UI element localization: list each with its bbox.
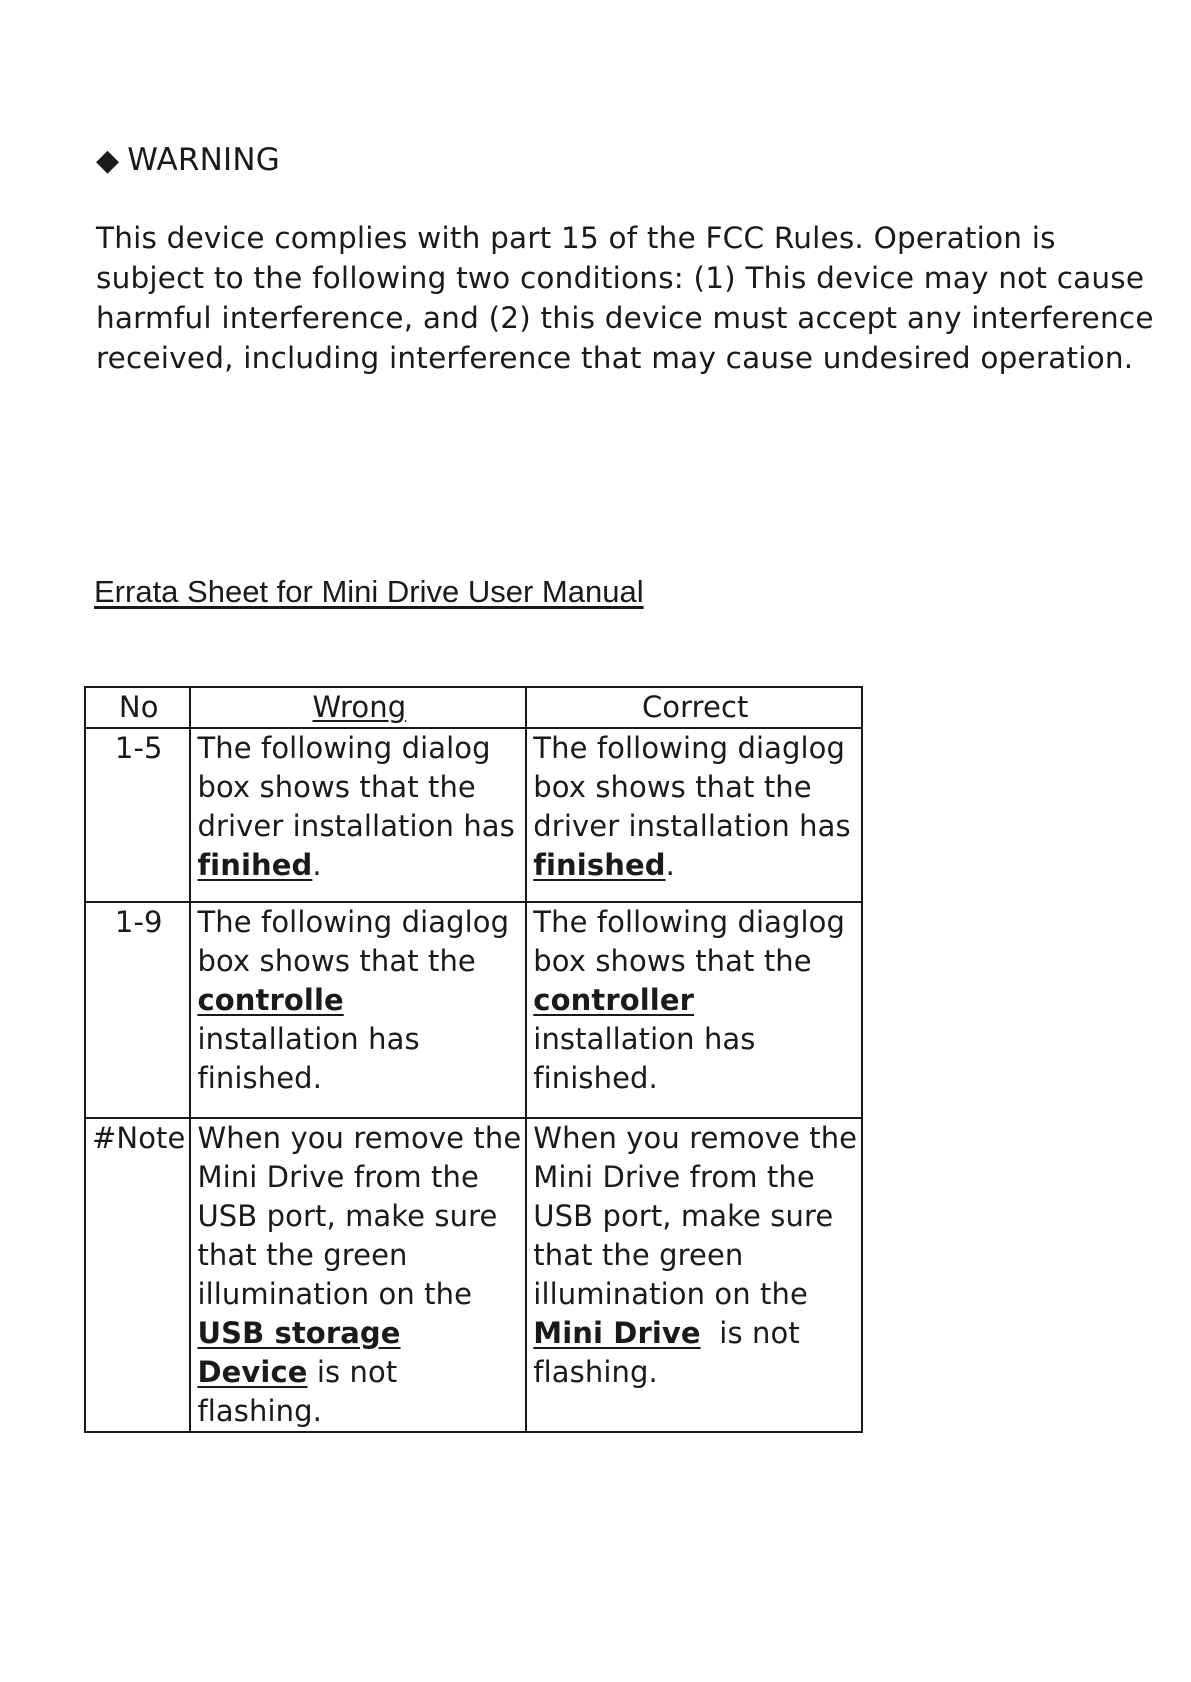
correct-cell: The following diaglog box shows that the driver installation has finished. [526,728,862,902]
highlighted-word: finished [533,848,666,882]
row-number: #Note [85,1118,190,1432]
errata-table [84,686,863,1433]
warning-paragraph [96,218,1154,378]
correct-cell: The following diaglog box shows that the controller installation has finished. [526,902,862,1118]
highlighted-word: finihed [197,848,313,882]
diamond-bullet-icon: ◆ [96,143,120,178]
header-correct: Correct [526,687,862,728]
table-row [85,728,862,902]
row-number: 1-5 [85,728,190,902]
highlighted-word: controlle [197,983,344,1017]
highlighted-word: controller [533,983,694,1017]
warning-line: This device complies with part 15 of the FCC Rules. Operation is [96,221,1056,255]
header-wrong: Wrong [190,687,526,728]
wrong-cell: The following diaglog box shows that the controlle installation has finished. [190,902,526,1118]
highlighted-word: Device [197,1355,308,1389]
header-no: No [85,687,190,728]
warning-line: subject to the following two conditions: (1) This device may not cause [96,261,1145,295]
row-number: 1-9 [85,902,190,1118]
table-row [85,1118,862,1432]
highlighted-word: Mini Drive [533,1316,701,1350]
table-header-row [85,687,862,728]
warning-line: harmful interference, and (2) this device must accept any interference [96,301,1154,335]
wrong-cell: The following dialog box shows that the driver installation has finihed. [190,728,526,902]
highlighted-word: USB storage [197,1316,401,1350]
wrong-cell: When you remove the Mini Drive from the USB port, make sure that the green illumination on the USB storage Device is not flashing. [190,1118,526,1432]
table-row [85,902,862,1118]
correct-cell: When you remove the Mini Drive from the USB port, make sure that the green illumination on the Mini Drive is not flashing. [526,1118,862,1432]
errata-title: Errata Sheet for Mini Drive User Manual [94,574,644,609]
warning-heading [96,140,280,181]
warning-line: received, including interference that may cause undesired operation. [96,341,1134,375]
warning-title: WARNING [127,142,280,178]
